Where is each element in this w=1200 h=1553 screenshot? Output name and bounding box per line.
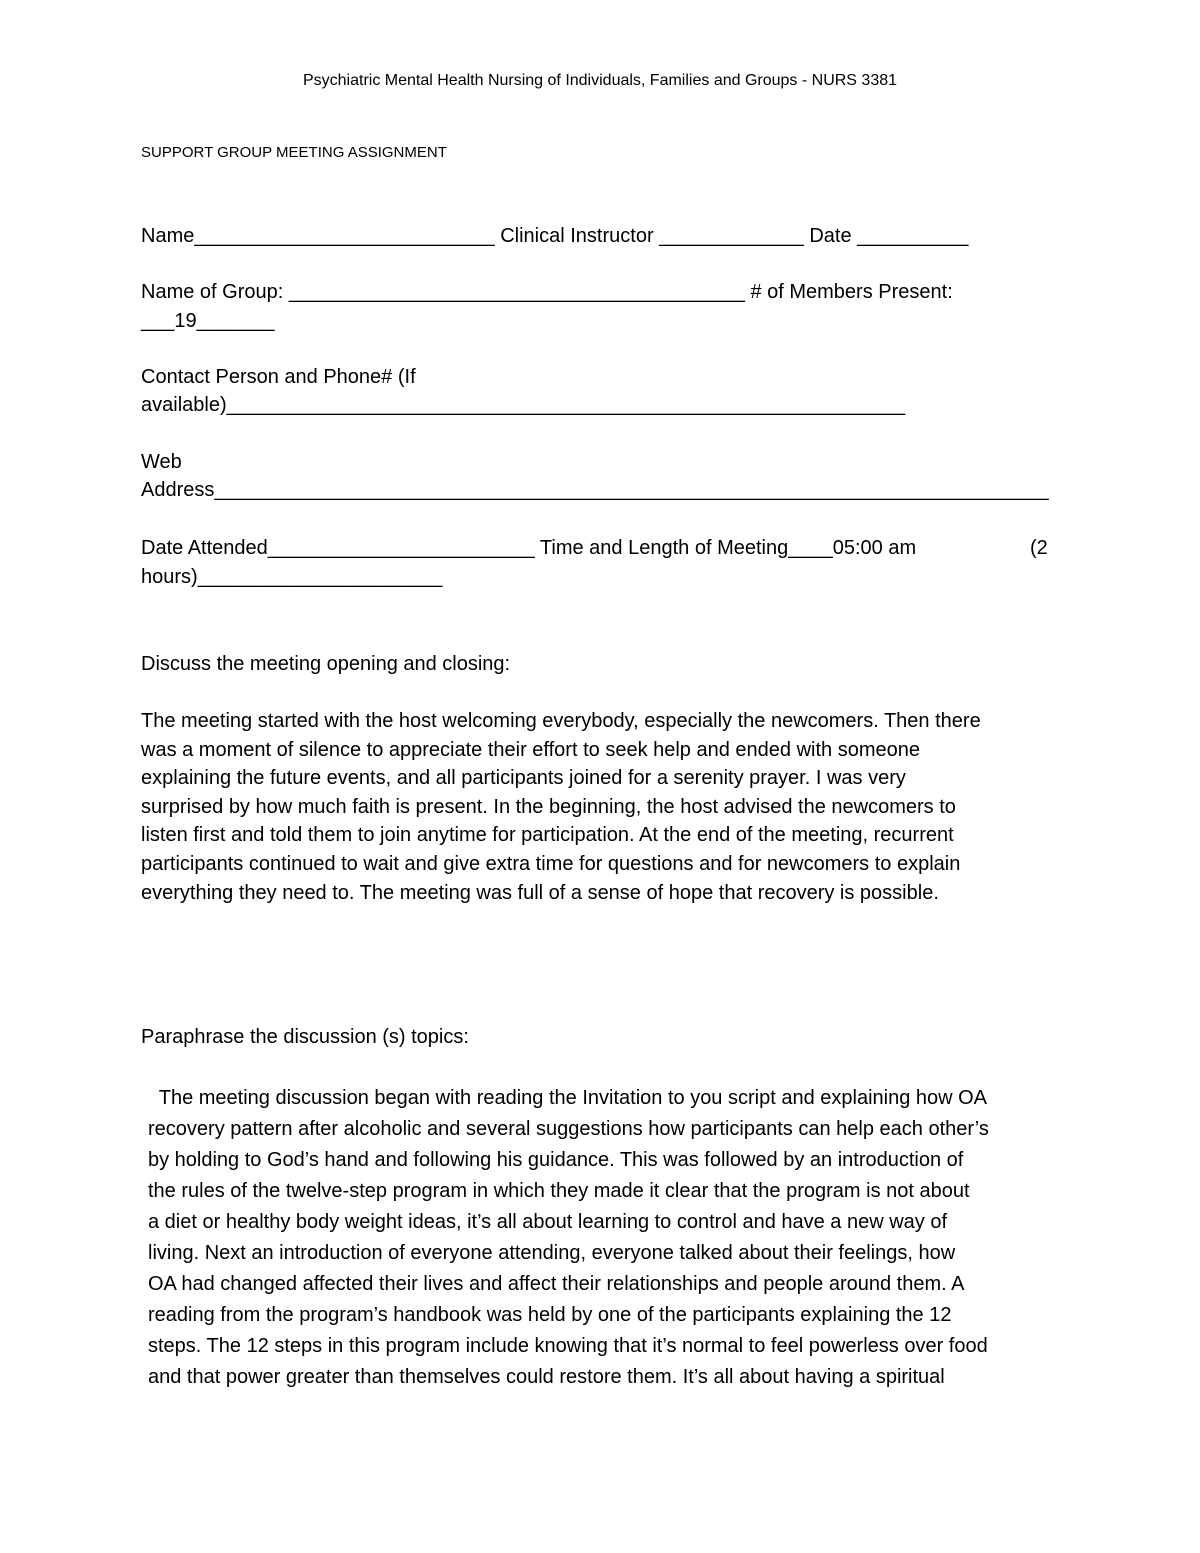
section1-body <box>141 707 981 907</box>
section2-line: steps. The 12 steps in this program include knowing that it’s normal to feel powerless over food <box>148 1335 988 1357</box>
group-name-line: Name of Group: _________________________________________ # of Members Present: <box>141 281 953 303</box>
section2-line: living. Next an introduction of everyone attending, everyone talked about their feelings, how <box>148 1242 956 1264</box>
section1-line: explaining the future events, and all participants joined for a serenity prayer. I was very <box>141 767 906 790</box>
section2-line: and that power greater than themselves could restore them. It’s all about having a spiritual <box>148 1366 945 1388</box>
course-header: Psychiatric Mental Health Nursing of Individuals, Families and Groups - NURS 3381 <box>302 72 898 89</box>
section1-heading: Discuss the meeting opening and closing: <box>141 653 511 675</box>
members-present-line: ___19_______ <box>141 310 275 332</box>
section1-line: participants continued to wait and give extra time for questions and for newcomers to explain <box>141 852 961 875</box>
section2-line: by holding to God’s hand and following his guidance. This was followed by an introduction of <box>148 1149 964 1171</box>
web-address-line: Address___________________________________________________________________________ <box>141 479 1049 501</box>
name-instructor-date-line: Name___________________________ Clinical Instructor _____________ Date __________ <box>141 225 969 247</box>
section2-line: a diet or healthy body weight ideas, it’s all about learning to control and have a new way of <box>148 1211 948 1233</box>
web-label: Web <box>141 451 182 473</box>
section2-line: recovery pattern after alcoholic and several suggestions how participants can help each other’s <box>148 1118 989 1140</box>
section2-line: the rules of the twelve-step program in which they made it clear that the program is not about <box>148 1180 970 1202</box>
date-attended-line: Date Attended________________________ Time and Length of Meeting____05:00 am <box>141 537 917 559</box>
section2-body <box>148 1083 989 1393</box>
section2-line: OA had changed affected their lives and affect their relationships and people around them. A <box>148 1273 965 1295</box>
meeting-length-open: (2 <box>1030 537 1048 559</box>
section2-line: reading from the program’s handbook was held by one of the participants explaining the 12 <box>148 1304 952 1326</box>
section1-line: surprised by how much faith is present. In the beginning, the host advised the newcomers to <box>141 795 956 818</box>
section1-line: everything they need to. The meeting was full of a sense of hope that recovery is possible. <box>141 881 939 904</box>
section2-line: The meeting discussion began with reading the Invitation to you script and explaining how OA <box>148 1087 988 1109</box>
meeting-length-line: hours)______________________ <box>141 566 443 588</box>
section2-heading: Paraphrase the discussion (s) topics: <box>141 1026 469 1048</box>
section1-line: The meeting started with the host welcoming everybody, especially the newcomers. Then there <box>141 710 981 732</box>
contact-available-line: available)_____________________________________________________________ <box>141 394 906 416</box>
section1-line: listen first and told them to join anytime for participation. At the end of the meeting, recurrent <box>141 824 954 847</box>
assignment-title: SUPPORT GROUP MEETING ASSIGNMENT <box>141 144 447 161</box>
section1-line: was a moment of silence to appreciate their effort to seek help and ended with someone <box>141 738 920 761</box>
contact-person-line: Contact Person and Phone# (If <box>141 366 416 388</box>
